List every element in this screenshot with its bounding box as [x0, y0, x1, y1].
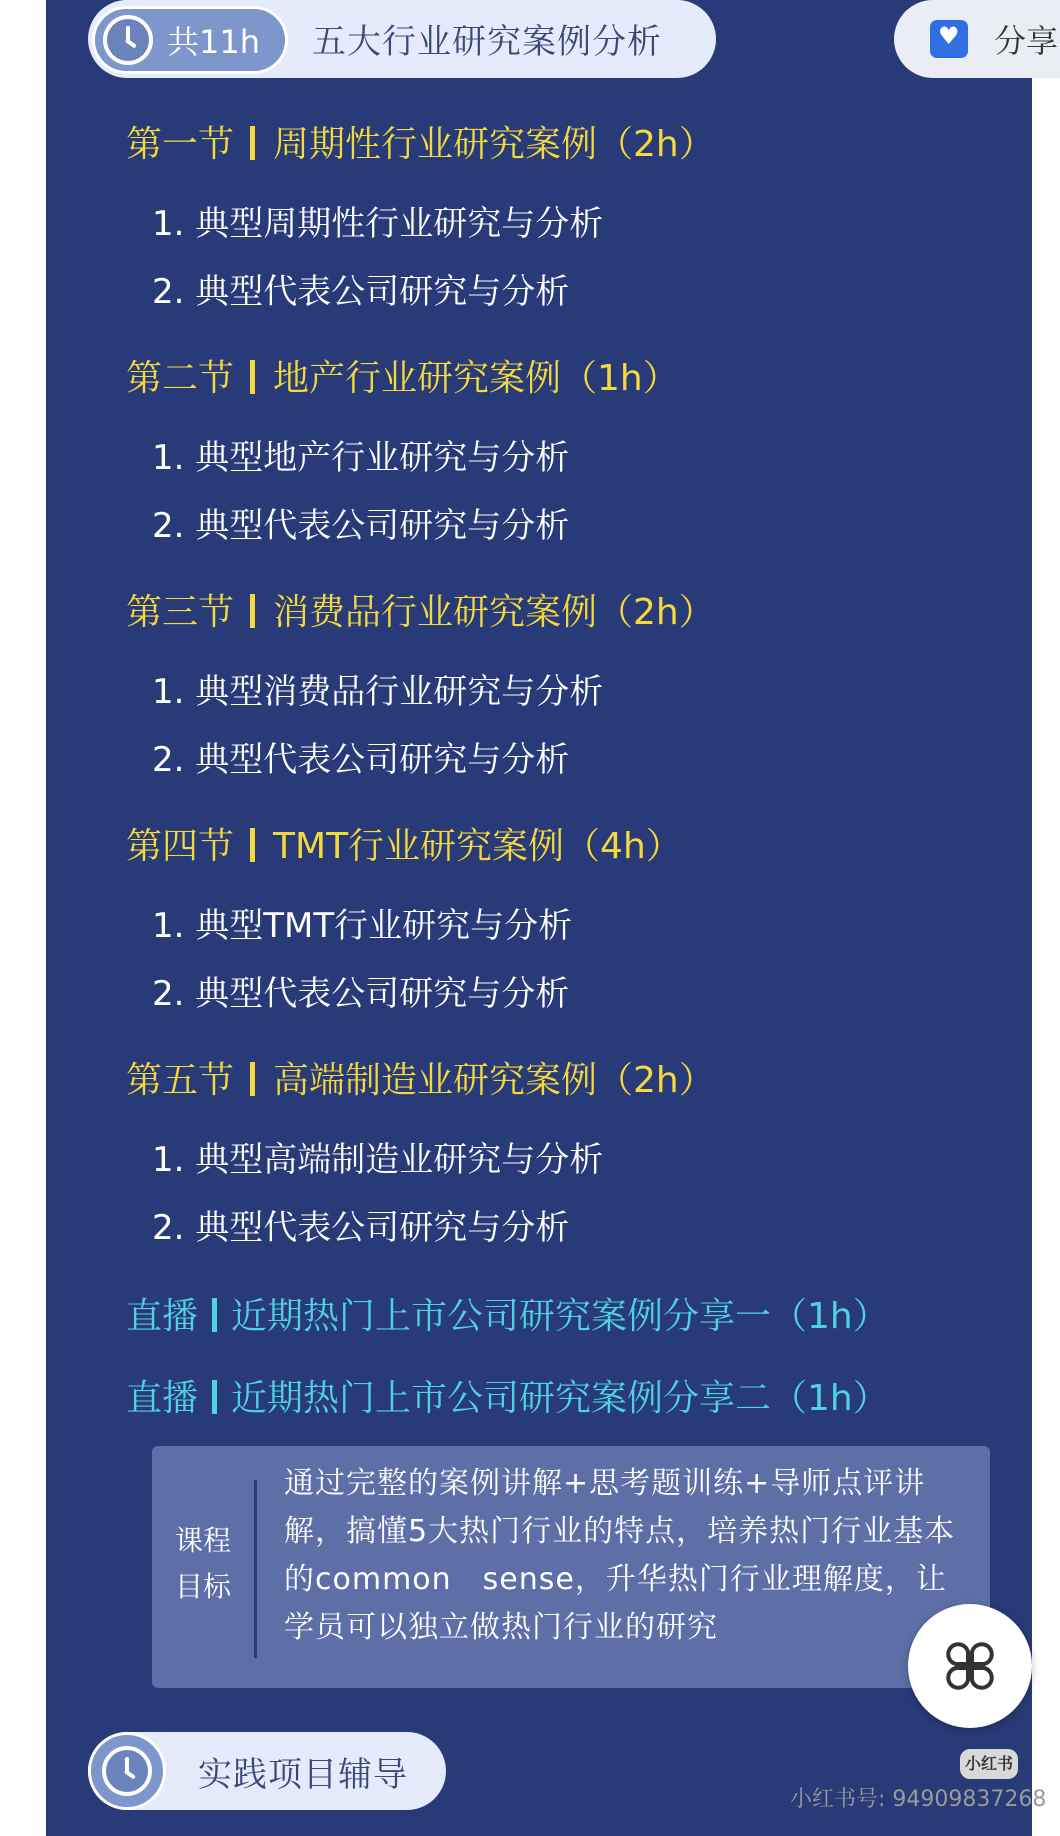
module-header-pill — [88, 0, 716, 78]
list-item: 1. 典型周期性行业研究与分析 — [152, 204, 604, 244]
goal-divider — [254, 1480, 257, 1658]
watermark-id: 小红书号: 94909837268 — [790, 1787, 1047, 1812]
list-item: 2. 典型代表公司研究与分析 — [152, 740, 570, 780]
section-divider — [250, 126, 255, 160]
next-module-title: 实践项目辅导 — [198, 1754, 408, 1795]
share-label: 分享 — [994, 22, 1059, 60]
live-divider — [212, 1380, 217, 1414]
goal-label-line: 目标 — [174, 1570, 231, 1603]
course-goal-text: 通过完整的案例讲解+思考题训练+导师点评讲解，搞懂5大热门行业的特点，培养热门行业基本的common sense，升华热门行业理解度，让学员可以独立做热门行业的研究 — [284, 1466, 956, 1645]
section-title-2 — [126, 350, 679, 401]
heart-share-icon — [930, 20, 968, 58]
clock-icon — [102, 1746, 152, 1796]
list-item: 1. 典型地产行业研究与分析 — [152, 438, 570, 478]
section-name: TMT行业研究案例（4h） — [273, 826, 682, 867]
clock-badge — [88, 1732, 166, 1810]
list-item: 1. 典型TMT行业研究与分析 — [152, 906, 573, 946]
next-module-pill — [88, 1732, 446, 1810]
section-number: 第一节 — [126, 124, 235, 165]
course-goal-box — [152, 1446, 990, 1688]
list-item: 2. 典型代表公司研究与分析 — [152, 506, 570, 546]
section-number: 第四节 — [126, 826, 235, 867]
list-item: 2. 典型代表公司研究与分析 — [152, 974, 570, 1014]
section-number: 第二节 — [126, 358, 235, 399]
floating-menu-button[interactable] — [908, 1604, 1032, 1728]
section-title-1 — [126, 116, 715, 167]
list-item: 2. 典型代表公司研究与分析 — [152, 272, 570, 312]
goal-label-line: 课程 — [174, 1524, 231, 1557]
section-number: 第五节 — [126, 1060, 235, 1101]
section-divider — [250, 828, 255, 862]
live-session-1 — [126, 1288, 889, 1339]
section-title-3 — [126, 584, 715, 635]
live-name: 近期热门上市公司研究案例分享一（1h） — [231, 1296, 889, 1337]
section-name: 地产行业研究案例（1h） — [273, 358, 679, 399]
clover-grid-icon — [942, 1638, 998, 1694]
section-divider — [250, 1062, 255, 1096]
live-name: 近期热门上市公司研究案例分享二（1h） — [231, 1378, 889, 1419]
section-title-4 — [126, 818, 682, 869]
clock-icon — [103, 15, 153, 65]
section-name: 周期性行业研究案例（2h） — [273, 124, 715, 165]
duration-text: 共11h — [167, 23, 261, 61]
live-tag: 直播 — [126, 1378, 199, 1419]
xiaohongshu-logo: 小红书 — [960, 1749, 1018, 1779]
section-name: 消费品行业研究案例（2h） — [273, 592, 715, 633]
live-tag: 直播 — [126, 1296, 199, 1337]
share-button[interactable] — [894, 0, 1060, 78]
live-divider — [212, 1298, 217, 1332]
list-item: 1. 典型高端制造业研究与分析 — [152, 1140, 604, 1180]
list-item: 1. 典型消费品行业研究与分析 — [152, 672, 604, 712]
section-divider — [250, 594, 255, 628]
section-title-5 — [126, 1052, 715, 1103]
course-goal-label — [172, 1518, 234, 1610]
section-name: 高端制造业研究案例（2h） — [273, 1060, 715, 1101]
section-divider — [250, 360, 255, 394]
list-item: 2. 典型代表公司研究与分析 — [152, 1208, 570, 1248]
section-number: 第三节 — [126, 592, 235, 633]
live-session-2 — [126, 1370, 889, 1421]
duration-badge — [92, 6, 288, 74]
module-title: 五大行业研究案例分析 — [312, 22, 662, 62]
